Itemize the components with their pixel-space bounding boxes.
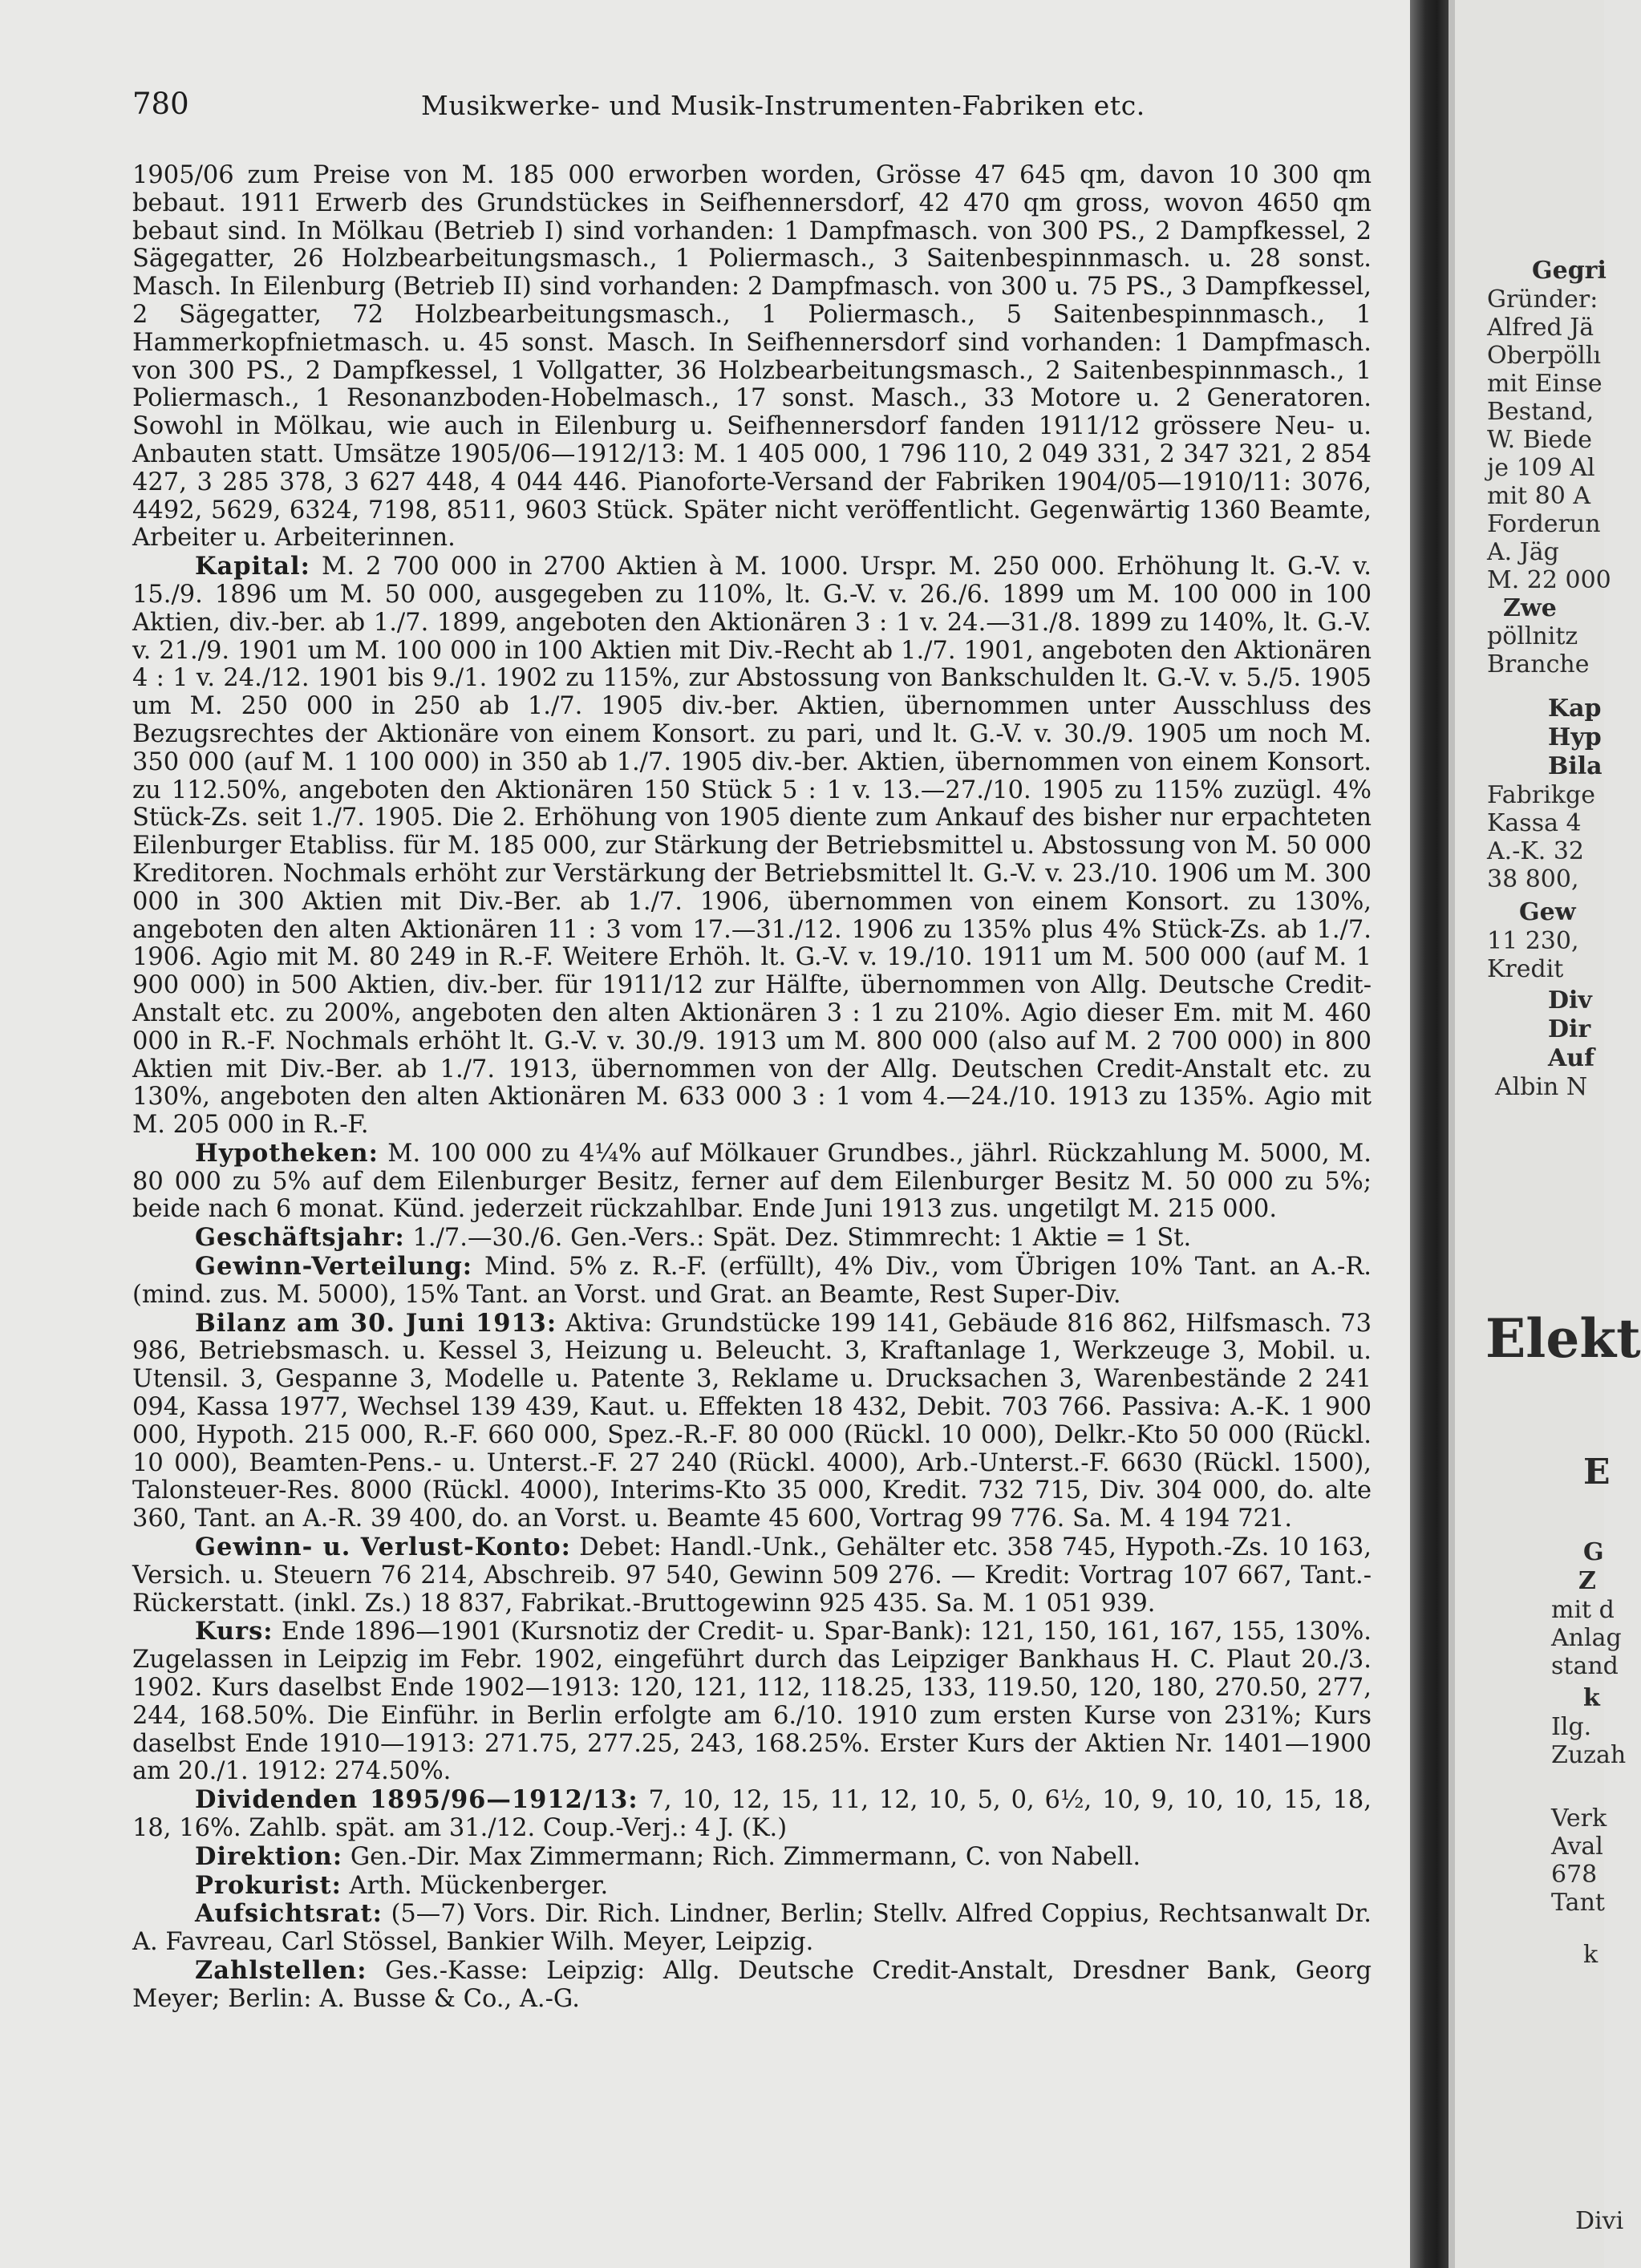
- facing-page-fragment: Auf: [1548, 1044, 1594, 1072]
- section-text: Gen.-Dir. Max Zimmermann; Rich. Zimmermann, C. von Nabell.: [350, 1842, 1141, 1871]
- facing-page-fragment: Divi: [1575, 2207, 1624, 2235]
- paragraph-text: 1905/06 zum Preise von M. 185 000 erworben worden, Grösse 47 645 qm, davon 10 300 qm bebaut. 1911 Erwerb des Grundstückes in Seifhennersdorf, 42 470 qm gross, wovon 4650 qm bebaut sind. In Mölkau (Betrieb I) sind vorhanden: 1 Dampfmasch. von 300 PS., 2 Dampfkessel, 2 Sägegatter, 26 Holzbearbeitungsmasch., 1 Poliermasch., 3 Saitenbespinnmasch. u. 28 sonst. Masch. In Eilenburg (Betrieb II) sind vorhanden: 2 Dampfmasch. von 300 u. 75 PS., 3 Dampfkessel, 2 Sägegatter, 72 Holzbearbeitungsmasch., 1 Poliermasch., 5 Saitenbespinnmasch., 1 Hammerkopfnietmasch. u. 45 sonst. Masch. In Seifhennersdorf sind vorhanden: 1 Dampfmasch. von 300 PS., 2 Dampfkessel, 1 Vollgatter, 36 Holzbearbeitungsmasch., 2 Saitenbespinnmasch., 1 Poliermasch., 1 Resonanzboden-Hobelmasch., 17 sonst. Masch., 33 Motore u. 2 Generatoren. Sowohl in Mölkau, wie auch in Eilenburg u. Seifhennersdorf fanden 1911/12 grössere Neu- u. Anbauten statt. Umsätze 1905/06—1912/13: M. 1 405 000, 1 796 110, 2 049 331, 2 347 321, 2 854 427, 3 285 378, 3 627 448, 4 044 446. Pianoforte-Versand der Fabriken 1904/05—1910/11: 3076, 4492, 5629, 6324, 7198, 8511, 9603 Stück. Später nicht veröffentlicht. Gegenwärtig 1360 Beamte, Arbeiter u. Arbeiterinnen.: [132, 161, 1372, 553]
- facing-page-fragment: Kredit: [1487, 955, 1564, 983]
- section-text: Ges.-Kasse: Leipzig: Allg. Deutsche Credit-Anstalt, Dresdner Bank, Georg Meyer; Berlin: A. Busse & Co., A.-G.: [132, 1957, 1372, 2013]
- facing-page-fragment: Gegri: [1532, 257, 1607, 285]
- section-label: Zahlstellen:: [195, 1956, 367, 1985]
- facing-page-fragment: A. Jäg: [1487, 538, 1559, 566]
- facing-page-fragment: Gew: [1519, 898, 1576, 926]
- geschaeftsjahr-section: [132, 1224, 1372, 1253]
- section-label: Geschäftsjahr:: [195, 1223, 405, 1253]
- facing-page-fragment: Forderun: [1487, 510, 1601, 538]
- facing-page-fragment: G: [1583, 1538, 1604, 1566]
- facing-page-fragment: Gründer:: [1487, 286, 1598, 314]
- facing-page-fragment: Zwe: [1503, 594, 1557, 622]
- hypotheken-section: [132, 1140, 1372, 1224]
- facing-page-fragment: Bila: [1548, 752, 1603, 780]
- facing-page-fragment: Dir: [1548, 1015, 1591, 1043]
- facing-page-fragment: Tant: [1551, 1889, 1605, 1917]
- facing-page-fragment: Branche: [1487, 650, 1590, 678]
- book-gutter-edge: [1449, 0, 1455, 2268]
- facing-page-fragment: mit 80 A: [1487, 482, 1591, 510]
- facing-page-fragment: 11 230,: [1487, 927, 1579, 955]
- dividenden-section: [132, 1786, 1372, 1843]
- facing-page-fragment: Div: [1548, 986, 1592, 1015]
- running-header: [132, 87, 1384, 127]
- facing-page-fragment: Kap: [1548, 695, 1602, 723]
- section-text: 1./7.—30./6. Gen.-Vers.: Spät. Dez. Stimmrecht: 1 Aktie = 1 St.: [412, 1224, 1192, 1253]
- section-label: Dividenden 1895/96—1912/13:: [195, 1785, 638, 1815]
- section-text: 7, 10, 12, 15, 11, 12, 10, 5, 0, 6½, 10, 9, 10, 10, 15, 18, 18, 16%. Zahlb. spät. am 31./12. Coup.-Verj.: 4 J. (K.): [132, 1786, 1372, 1843]
- section-text: (5—7) Vors. Dir. Rich. Lindner, Berlin; Stellv. Alfred Coppius, Rechtsanwalt Dr. A. Favreau, Carl Stössel, Bankier Wilh. Meyer, Leipzig.: [132, 1900, 1372, 1957]
- facing-page-fragment: Alfred Jä: [1487, 314, 1594, 342]
- facing-page-fragment: Albin N: [1495, 1073, 1588, 1101]
- gewinn-verteilung-section: [132, 1253, 1372, 1310]
- section-text: M. 2 700 000 in 2700 Aktien à M. 1000. Urspr. M. 250 000. Erhöhung lt. G.-V. v. 15./9. 1896 um M. 50 000, ausgegeben zu 110%, lt. G.-V. v. 26./6. 1899 um M. 100 000 in 100 Aktien, div.-ber. ab 1./7. 1899, angeboten den Aktionären 3 : 1 v. 24.—31./8. 1899 zu 140%, lt. G.-V. v. 21./9. 1901 um M. 100 000 in 100 Aktien mit Div.-Recht ab 1./7. 1901, angeboten den Aktionären 4 : 1 v. 24./12. 1901 bis 9./1. 1902 zu 115%, zur Abstossung von Bankschulden lt. G.-V. v. 5./5. 1905 um M. 250 000 in 250 ab 1./7. 1905 div.-ber. Aktien, übernommen unter Ausschluss des Bezugsrechtes der Aktionäre von einem Konsort. zu pari, und lt. G.-V. v. 30./9. 1905 um noch M. 350 000 (auf M. 1 100 000) in 350 ab 1./7. 1905 div.-ber. Aktien, übernommen von einem Konsort. zu 112.50%, angeboten den Aktionären 150 Stück 5 : 1 v. 13.—27./10. 1905 zu 115% zuzügl. 4% Stück-Zs. seit 1./7. 1905. Die 2. Erhöhung von 1905 diente zum Ankauf des bisher nur erpachteten Eilenburger Etabliss. für M. 185 000, zur Stärkung der Betriebsmittel u. Abstossung von M. 50 000 Kreditoren. Nochmals erhöht zur Verstärkung der Betriebsmittel lt. G.-V. v. 23./10. 1906 um M. 300 000 in 300 Aktien mit Div.-Ber. ab 1./7. 1906, übernommen von einem Konsort. zu 130%, angeboten den alten Aktionären 11 : 3 vom 17.—31./12. 1906 zu 135% plus 4% Stück-Zs. ab 1./7. 1906. Agio mit M. 80 249 in R.-F. Weitere Erhöh. lt. G.-V. v. 19./10. 1911 um M. 500 000 (auf M. 1 900 000) in 500 Aktien, div.-ber. für 1911/12 zur Hälfte, übernommen von Allg. Deutsche Credit-Anstalt etc. zu 200%, angeboten den alten Aktionären 3 : 1 zu 210%. Agio dieser Em. mit M. 460 000 in R.-F. Nochmals erhöht lt. G.-V. v. 30./9. 1913 um M. 800 000 (also auf M. 2 700 000) in 800 Aktien mit Div.-Ber. ab 1./7. 1913, übernommen von der Allg. Deutschen Credit-Anstalt etc. zu 130%, angeboten den alten Aktionären M. 633 000 3 : 1 vom 4.—24./10. 1913 zu 135%. Agio mit M. 205 000 in R.-F.: [132, 553, 1372, 1140]
- kurs-section: [132, 1618, 1372, 1786]
- facing-page-fragment: Anlag: [1551, 1624, 1622, 1652]
- facing-page-fragment: Fabrikge: [1487, 781, 1595, 809]
- book-gutter-shadow: [1410, 0, 1449, 2268]
- section-text: Debet: Handl.-Unk., Gehälter etc. 358 745, Hypoth.-Zs. 10 163, Versich. u. Steuern 76 214, Abschreib. 97 540, Gewinn 509 276. — Kredit: Vortrag 107 667, Tant.-Rückerstatt. (inkl. Zs.) 18 837, Fabrikat.-Bruttogewinn 925 435. Sa. M. 1 051 939.: [132, 1533, 1372, 1618]
- facing-page-fragment: 38 800,: [1487, 865, 1579, 893]
- section-text: Mind. 5% z. R.-F. (erfüllt), 4% Div., vom Übrigen 10% Tant. an A.-R. (mind. zus. M. 5000), 15% Tant. an Vorst. und Grat. an Beamte, Rest Super-Div.: [132, 1253, 1372, 1309]
- kapital-section: [132, 553, 1372, 1140]
- zahlstellen-section: [132, 1957, 1372, 2014]
- facing-page-fragment: Oberpöllı: [1487, 342, 1601, 370]
- article-body: [132, 162, 1372, 2014]
- section-label: Direktion:: [195, 1841, 343, 1871]
- facing-page-fragment: Hyp: [1548, 723, 1602, 751]
- facing-page-fragment: pöllnitz: [1487, 622, 1578, 650]
- section-label: Prokurist:: [195, 1870, 342, 1900]
- running-title: Musikwerke- und Musik-Instrumenten-Fabriken etc.: [421, 90, 1145, 121]
- section-label: Gewinn-Verteilung:: [195, 1252, 473, 1282]
- facing-page-fragment: W. Biede: [1487, 426, 1593, 454]
- gewinn-verlust-section: [132, 1533, 1372, 1618]
- facing-page-fragment: Kassa 4: [1487, 809, 1582, 837]
- facing-page-fragment: mit d: [1551, 1596, 1615, 1624]
- facing-page-fragment: Zuzah: [1551, 1741, 1627, 1769]
- prokurist-section: [132, 1872, 1372, 1901]
- facing-page-edge: [1455, 0, 1641, 2268]
- facing-page-fragment: stand: [1551, 1652, 1619, 1680]
- facing-page-fragment: je 109 Al: [1487, 454, 1595, 482]
- facing-page-fragment: 678: [1551, 1861, 1598, 1889]
- section-text: Aktiva: Grundstücke 199 141, Gebäude 816 862, Hilfsmasch. 73 986, Betriebsmasch. u. Kessel 3, Heizung u. Beleucht. 3, Kraftanlage 1, Werkzeuge 3, Mobil. u. Utensil. 3, Gespanne 3, Modelle u. Patente 3, Reklame u. Drucksachen 3, Warenbestände 2 241 094, Kassa 1977, Wechsel 139 439, Kaut. u. Effekten 18 432, Debit. 703 766. Passiva: A.-K. 1 900 000, Hypoth. 215 000, R.-F. 660 000, Spez.-R.-F. 80 000 (Rückl. 10 000), Delkr.-Kto 50 000 (Rückl. 10 000), Beamten-Pens.- u. Unterst.-F. 27 240 (Rückl. 4000), Arb.-Unterst.-F. 6630 (Rückl. 1500), Talonsteuer-Res. 8000 (Rückl. 4000), Interims-Kto 35 000, Kredit. 732 715, Div. 304 000, do. alte 360, Tant. an A.-R. 39 400, do. an Vorst. u. Beamte 45 600, Vortrag 99 776. Sa. M. 4 194 721.: [132, 1309, 1372, 1533]
- company-description-paragraph: [132, 162, 1372, 553]
- facing-page-fragment: k: [1583, 1684, 1600, 1712]
- section-label: Hypotheken:: [195, 1138, 379, 1168]
- facing-page-fragment: Z: [1578, 1567, 1596, 1595]
- page-number: 780: [132, 87, 189, 121]
- section-label: Kapital:: [195, 552, 310, 581]
- section-text: Arth. Mückenberger.: [349, 1871, 609, 1900]
- section-label: Gewinn- u. Verlust-Konto:: [195, 1533, 571, 1562]
- facing-page-fragment: A.-K. 32: [1487, 837, 1584, 865]
- section-label: Aufsichtsrat:: [195, 1899, 383, 1929]
- section-text: M. 100 000 zu 4¼% auf Mölkauer Grundbes., jährl. Rückzahlung M. 5000, M. 80 000 zu 5% auf dem Eilenburger Besitz, ferner auf dem Eilenburger Besitz M. 50 000 zu 5%; beide nach 6 monat. Künd. jederzeit rückzahlbar. Ende Juni 1913 zus. ungetilgt M. 215 000.: [132, 1139, 1372, 1224]
- section-label: Bilanz am 30. Juni 1913:: [195, 1308, 557, 1338]
- facing-page-fragment: k: [1583, 1941, 1598, 1969]
- facing-page-heading-fragment: Elekt: [1485, 1307, 1641, 1370]
- facing-page-fragment: Bestand,: [1487, 398, 1594, 426]
- facing-page-fragment: E: [1583, 1452, 1611, 1492]
- aufsichtsrat-section: [132, 1900, 1372, 1957]
- section-label: Kurs:: [195, 1617, 274, 1646]
- facing-page-fragment: Ilg.: [1551, 1713, 1592, 1741]
- section-text: Ende 1896—1901 (Kursnotiz der Credit- u. Spar-Bank): 121, 150, 161, 167, 155, 130%. Zugelassen in Leipzig im Febr. 1902, eingeführt durch das Leipziger Bankhaus H. C. Plaut 20./3. 1902. Kurs daselbst Ende 1902—1913: 120, 121, 112, 118.25, 133, 119.50, 120, 180, 270.50, 277, 244, 168.50%. Die Einführ. in Berlin erfolgte am 6./10. 1910 zum ersten Kurse von 231%; Kurs daselbst Ende 1910—1913: 271.75, 277.25, 243, 168.25%. Erster Kurs der Aktien Nr. 1401—1900 am 20./1. 1912: 274.50%.: [132, 1618, 1372, 1786]
- direktion-section: [132, 1843, 1372, 1872]
- facing-page-fragment: Aval: [1551, 1833, 1603, 1861]
- bilanz-section: [132, 1310, 1372, 1533]
- facing-page-fragment: mit Einse: [1487, 370, 1603, 398]
- facing-page-fragment: Verk: [1551, 1804, 1607, 1833]
- facing-page-fragment: M. 22 000: [1487, 566, 1611, 594]
